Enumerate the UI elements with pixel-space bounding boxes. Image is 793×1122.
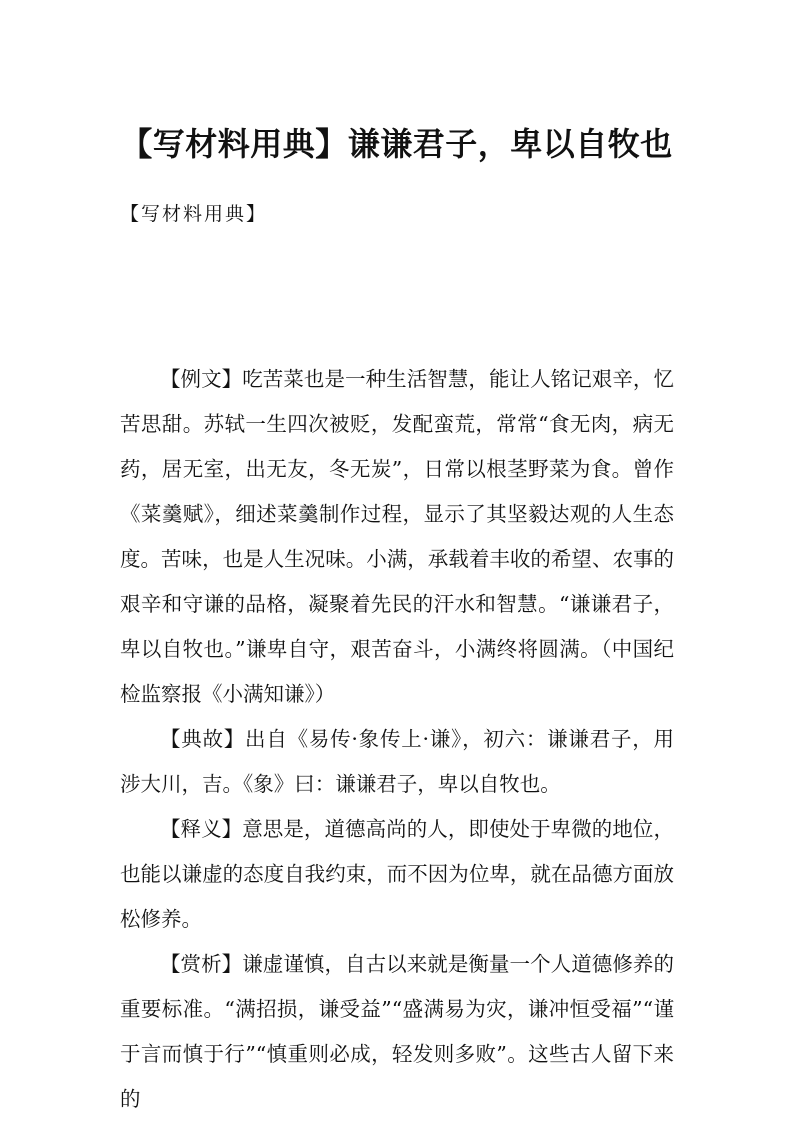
document-subtitle: 【写材料用典】 [120,203,268,225]
paragraph-allusion: 【典故】出自《易传·象传上·谦》，初六：谦谦君子，用涉大川，吉。《象》曰：谦谦君子，卑以自牧也。 [120,727,674,796]
paragraph-appreciation: 【赏析】谦虚谨慎，自古以来就是衡量一个人道德修养的重要标准。“满招损，谦受益”“盛满易为灾，谦冲恒受福”“谨于言而慎于行”“慎重则必成，轻发则多败”。这些古人留下来的 [120,952,674,1111]
paragraph-interpretation: 【释义】意思是，道德高尚的人，即使处于卑微的地位，也能以谦虚的态度自我约束，而不因为位卑，就在品德方面放松修养。 [120,817,674,931]
document-body [120,357,674,1122]
page-title: 【写材料用典】谦谦君子，卑以自牧也 [120,125,673,163]
paragraph-example: 【例文】吃苦菜也是一种生活智慧，能让人铭记艰辛，忆苦思甜。苏轼一生四次被贬，发配蛮荒，常常“食无肉，病无药，居无室，出无友，冬无炭”，日常以根茎野菜为食。曾作《菜羹赋》，细述菜羹制作过程，显示了其坚毅达观的人生态度。苦味，也是人生况味。小满，承载着丰收的希望、农事的艰辛和守谦的品格，凝聚着先民的汗水和智慧。“谦谦君子，卑以自牧也。”谦卑自守，艰苦奋斗，小满终将圆满。（中国纪检监察报《小满知谦》） [120,367,674,706]
